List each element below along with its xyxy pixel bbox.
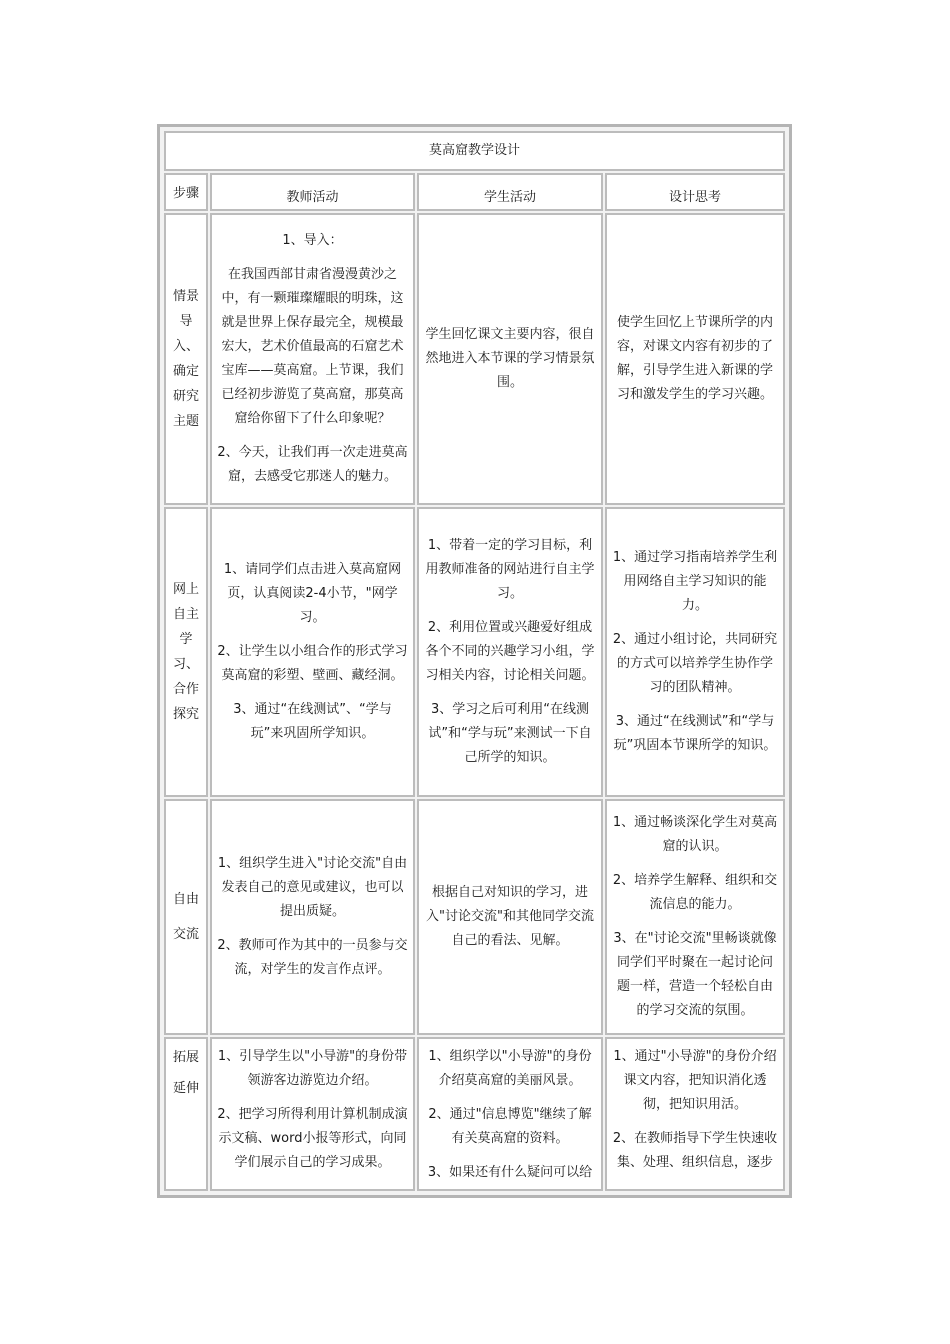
- step-cell: [164, 213, 208, 505]
- design-text: 3、通过“在线测试”和“学与玩”巩固本节课所学的知识。: [613, 714, 777, 753]
- step-line: 延伸: [172, 1081, 199, 1096]
- teacher-cell: [210, 213, 415, 505]
- design-text: 2、通过小组讨论，共同研究的方式可以培养学生协作学习的团队精神。: [612, 632, 778, 695]
- student-text: 2、通过"信息博览"继续了解有关莫高窟的资料。: [428, 1107, 592, 1146]
- table-header-row: [163, 172, 786, 212]
- student-text: 根据自己对知识的学习，进入"讨论交流"和其他同学交流自己的看法、见解。: [426, 885, 594, 948]
- teacher-text: 2、今天，让我们再一次走进莫高窟，去感受它那迷人的魅力。: [217, 445, 408, 484]
- step-line: 交流: [172, 927, 199, 942]
- step-line: 自由: [172, 892, 199, 907]
- step-cell: [164, 1037, 208, 1191]
- header-design: 设计思考: [605, 173, 785, 211]
- design-text: 1、通过"小导游"的身份介绍课文内容，把知识消化透彻，把知识用活。: [613, 1049, 777, 1112]
- teacher-text: 1、引导学生以"小导游"的身份带领游客边游览边介绍。: [217, 1049, 408, 1088]
- student-cell: [417, 1037, 603, 1191]
- header-teacher: 教师活动: [210, 173, 415, 211]
- teacher-text: 3、通过“在线测试”、“学与玩”来巩固所学知识。: [233, 702, 392, 741]
- step-line: 情景: [172, 289, 199, 304]
- teacher-cell: [210, 1037, 415, 1191]
- table-row: [163, 506, 786, 798]
- design-text: 2、在教师指导下学生快速收集、处理、组织信息，逐步: [612, 1131, 778, 1170]
- design-cell: [605, 1037, 785, 1191]
- step-line: 导入、: [172, 314, 199, 354]
- design-text: 1、通过畅谈深化学生对莫高窟的认识。: [612, 815, 778, 854]
- teacher-text: 2、教师可作为其中的一员参与交流，对学生的发言作点评。: [217, 938, 408, 977]
- design-cell: [605, 213, 785, 505]
- student-cell: [417, 799, 603, 1035]
- design-cell: [605, 799, 785, 1035]
- design-cell: [605, 507, 785, 797]
- teacher-cell: [210, 507, 415, 797]
- teacher-text: 1、导入：: [282, 233, 343, 248]
- teacher-text: 1、组织学生进入"讨论交流"自由发表自己的意见或建议，也可以提出质疑。: [217, 856, 408, 919]
- table-row: [163, 1036, 786, 1192]
- table-row: [163, 212, 786, 506]
- step-line: 自主: [172, 607, 199, 622]
- design-text: 1、通过学习指南培养学生利用网络自主学习知识的能力。: [612, 550, 778, 613]
- step-cell: [164, 507, 208, 797]
- student-text: 2、利用位置或兴趣爱好组成各个不同的兴趣学习小组，学习相关内容，讨论相关问题。: [425, 620, 595, 683]
- teacher-text: 1、请同学们点击进入莫高窟网页，认真阅读2-4小节，"网学习。: [223, 562, 402, 625]
- teacher-text: 在我国西部甘肃省漫漫黄沙之中，有一颗璀璨耀眼的明珠，这就是世界上保存最完全，规模最宏大，艺术价值最高的石窟艺术宝库——莫高窟。上节课，我们已经初步游览了莫高窟，那莫高窟给你留下了什么印象呢？: [221, 267, 404, 426]
- step-cell: [164, 799, 208, 1035]
- step-line: 研究: [172, 389, 199, 404]
- design-text: 3、在"讨论交流"里畅谈就像同学们平时聚在一起讨论问题一样，营造一个轻松自由的学习交流的氛围。: [613, 931, 777, 1018]
- design-text: 2、培养学生解释、组织和交流信息的能力。: [612, 873, 778, 912]
- step-line: 合作: [172, 682, 199, 697]
- step-line: 确定: [172, 364, 199, 379]
- student-text: 学生回忆课文主要内容，很自然地进入本节课的学习情景氛围。: [425, 327, 595, 390]
- step-line: 拓展: [172, 1050, 199, 1065]
- step-line: 学习、: [172, 632, 199, 672]
- teacher-text: 2、让学生以小组合作的形式学习莫高窟的彩塑、壁画、藏经洞。: [217, 644, 408, 683]
- student-text: 3、如果还有什么疑问可以给: [427, 1165, 593, 1180]
- step-line: 网上: [172, 582, 199, 597]
- lesson-plan-table: [157, 124, 792, 1198]
- table-row: [163, 798, 786, 1036]
- teacher-text: 2、把学习所得利用计算机制成演示文稿、word小报等形式，向同学们展示自己的学习成果。: [217, 1107, 408, 1170]
- table-title: 莫高窟教学设计: [164, 131, 785, 171]
- header-step: 步骤: [164, 173, 208, 211]
- header-student: 学生活动: [417, 173, 603, 211]
- student-cell: [417, 507, 603, 797]
- student-cell: [417, 213, 603, 505]
- teacher-cell: [210, 799, 415, 1035]
- design-text: 使学生回忆上节课所学的内容，对课文内容有初步的了解，引导学生进入新课的学习和激发学生的学习兴趣。: [616, 315, 773, 402]
- student-text: 1、组织学以"小导游"的身份介绍莫高窟的美丽风景。: [428, 1049, 592, 1088]
- step-line: 主题: [172, 414, 199, 429]
- student-text: 1、带着一定的学习目标，利用教师准备的网站进行自主学习。: [425, 538, 595, 601]
- step-line: 探究: [172, 707, 199, 722]
- student-text: 3、学习之后可利用“在线测试”和“学与玩”来测试一下自己所学的知识。: [428, 702, 592, 765]
- table-title-row: [163, 130, 786, 172]
